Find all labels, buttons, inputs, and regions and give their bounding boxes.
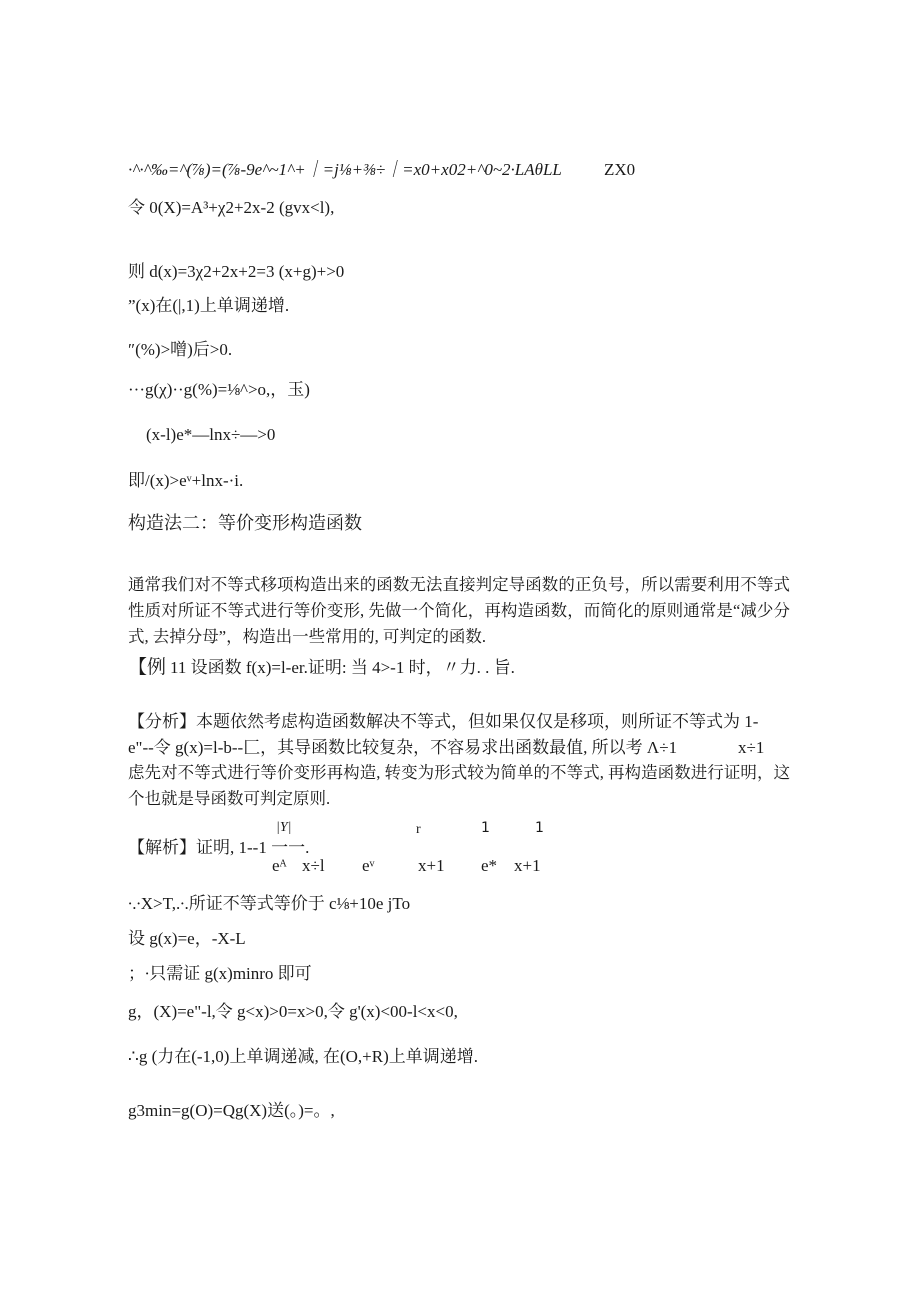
solution-denominator-4: x+1 xyxy=(418,856,445,875)
example-text: 11 设函数 f(x)=l-er.证明: 当 4>-1 时，〃力. . 旨. xyxy=(170,658,515,677)
text-line-2: 令 0(X)=A³+χ2+2x-2 (gvx<l), xyxy=(128,198,335,217)
example-title xyxy=(128,658,515,678)
solution-label: 【解析】证明, 1--1 一一. xyxy=(128,838,310,857)
text-line-14: g3min=g(O)=Qg(X)送(。)=。, xyxy=(128,1101,335,1120)
text-line-6: ···g(χ)··g(%)=⅛^>o,，玉) xyxy=(128,380,310,399)
intro-paragraph: 通常我们对不等式移项构造出来的函数无法直接判定导函数的正负号，所以需要利用不等式性质对所证不等式进行等价变形, 先做一个简化，再构造函数，而简化的原则通常是“减少分式, 去掉分母”，构造出一些常用的, 可判定的函数. xyxy=(128,575,790,646)
text-line-11: ；∙只需证 g(x)minro 即可 xyxy=(128,964,312,983)
solution-denominator-1: eᴬ xyxy=(272,856,287,875)
text-line-13: ∴g (力在(-1,0)上单调递减, 在(O,+R)上单调递增. xyxy=(128,1047,478,1066)
text-line-12: g，(X)=e"-l,令 g<x)>0=x>0,令 g'(x)<00-l<x<0, xyxy=(128,1002,458,1021)
text-line-7: (x-l)e*—lnx÷—>0 xyxy=(146,425,276,444)
formula-line-1: ·^·^‰=^(⅞)=(⅞-9e^~1^+｜=j⅛+⅜÷｜=x0+x02+^0~2·LAθLL xyxy=(128,160,562,179)
text-line-10: 设 g(x)=e，-X-L xyxy=(128,929,246,948)
formula-line-1-right: ZX0 xyxy=(604,160,636,179)
analysis-line-3: 虑先对不等式进行等价变形再构造, 转变为形式较为简单的不等式, 再构造函数进行证明，这个也就是导函数可判定原则. xyxy=(128,763,790,808)
text-line-9: ∙.∙X>T,.∙.所证不等式等价于 c⅛+10e jTo xyxy=(128,894,411,913)
example-bracket: 【例 xyxy=(128,657,167,678)
solution-numerator-1: |Y| xyxy=(276,820,292,835)
analysis-line-2-right: x÷1 xyxy=(738,738,765,757)
text-line-8: 即/(x)>eᵛ+lnx-·i. xyxy=(128,471,244,490)
solution-denominator-5: e* xyxy=(481,856,498,875)
analysis-line-2: e"--令 g(x)=l-b--匚，其导函数比较复杂，不容易求出函数最值, 所以考 Λ÷1 xyxy=(128,738,678,757)
solution-denominator-3: eᵛ xyxy=(362,856,375,875)
text-line-5: ″(%)>噌)后>0. xyxy=(128,340,233,359)
text-line-3: 则 d(x)=3χ2+2x+2=3 (x+g)+>0 xyxy=(128,262,345,281)
section-heading: 构造法二：等价变形构造函数 xyxy=(128,513,362,534)
solution-numerator-4: 1 xyxy=(535,820,544,836)
analysis-line-1: 【分析】本题依然考虑构造函数解决不等式，但如果仅仅是移项，则所证不等式为 1- xyxy=(128,712,759,731)
solution-numerator-2: r xyxy=(416,822,421,837)
solution-denominator-6: x+1 xyxy=(514,856,541,875)
text-line-4: ”(x)在(|,1)上单调递增. xyxy=(128,296,290,315)
solution-numerator-3: 1 xyxy=(481,820,490,836)
solution-denominator-2: x÷l xyxy=(302,856,325,875)
